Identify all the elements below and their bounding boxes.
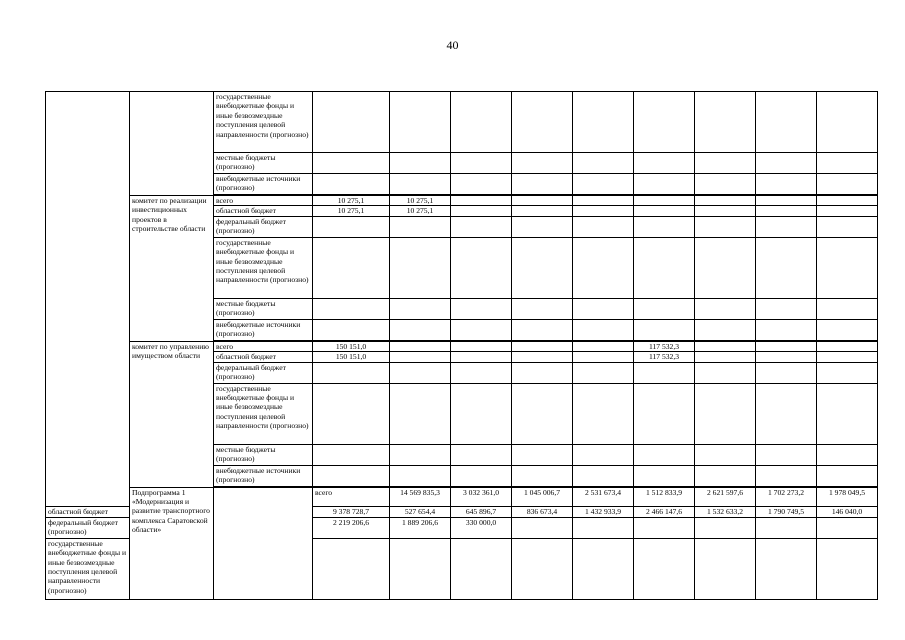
program-cell-continued bbox=[46, 92, 130, 507]
row-label-federal: федеральный бюджет (прогнозно) bbox=[214, 216, 313, 237]
row-label-offbudget: внебюджетные источники (прогнозно) bbox=[214, 465, 313, 486]
row-label-local: местные бюджеты (прогнозно) bbox=[214, 444, 313, 465]
value-cell: 1 702 273,2 bbox=[756, 487, 817, 507]
value-cell: 1 432 933,9 bbox=[573, 507, 634, 517]
value-cell: 1 045 006,7 bbox=[512, 487, 573, 507]
row-label-total: всего bbox=[214, 341, 313, 351]
value-cell: 836 673,4 bbox=[512, 507, 573, 517]
table-row bbox=[46, 341, 878, 351]
value-cell: 10 275,1 bbox=[390, 196, 451, 206]
row-label-federal: федеральный бюджет (прогнозно) bbox=[214, 362, 313, 383]
row-label-total: всего bbox=[214, 196, 313, 206]
value-cell: 146 040,0 bbox=[817, 507, 878, 517]
row-label-federal: федеральный бюджет (прогнозно) bbox=[46, 517, 130, 538]
value-cell: 527 654,4 bbox=[390, 507, 451, 517]
value-cell: 2 621 597,6 bbox=[695, 487, 756, 507]
value-cell: 117 532,3 bbox=[634, 352, 695, 362]
value-cell: 1 978 049,5 bbox=[817, 487, 878, 507]
value-cell: 9 378 728,7 bbox=[313, 507, 390, 517]
executor-construction-committee: комитет по реализации инвестиционных проектов в строительстве области bbox=[130, 196, 214, 342]
page-number: 40 bbox=[446, 38, 459, 52]
row-label-regional: областной бюджет bbox=[214, 352, 313, 362]
executor-cell-continued bbox=[130, 92, 214, 196]
row-label-regional: областной бюджет bbox=[214, 206, 313, 216]
value-cell: 1 889 206,6 bbox=[390, 517, 451, 538]
value-cell: 2 466 147,6 bbox=[634, 507, 695, 517]
executor-cell-empty bbox=[214, 487, 313, 599]
row-label-extrabudget-funds: государственные внебюджетные фонды и иные безвозмездные поступления целевой направленности (прогнозно) bbox=[214, 383, 313, 444]
value-cell: 14 569 835,3 bbox=[390, 487, 451, 507]
row-label-extrabudget-funds: государственные внебюджетные фонды и иные безвозмездные поступления целевой направленности (прогнозно) bbox=[46, 538, 130, 599]
value-cell: 2 219 206,6 bbox=[313, 517, 390, 538]
row-label-local: местные бюджеты (прогнозно) bbox=[214, 153, 313, 174]
executor-property-committee: комитет по управлению имуществом области bbox=[130, 341, 214, 487]
table-row bbox=[46, 92, 878, 153]
row-label-total: всего bbox=[313, 487, 390, 507]
value-cell: 10 275,1 bbox=[313, 206, 390, 216]
value-cell: 1 532 633,2 bbox=[695, 507, 756, 517]
row-label-extrabudget-funds: государственные внебюджетные фонды и иные безвозмездные поступления целевой направленности (прогнозно) bbox=[214, 92, 313, 153]
value-cell: 150 151,0 bbox=[313, 341, 390, 351]
value-cell: 2 531 673,4 bbox=[573, 487, 634, 507]
value-cell: 117 532,3 bbox=[634, 341, 695, 351]
value-cell: 10 275,1 bbox=[313, 196, 390, 206]
row-label-extrabudget-funds: государственные внебюджетные фонды и иные безвозмездные поступления целевой направленности (прогнозно) bbox=[214, 237, 313, 298]
value-cell: 645 896,7 bbox=[451, 507, 512, 517]
row-label-regional: областной бюджет bbox=[46, 507, 130, 517]
value-cell: 3 032 361,0 bbox=[451, 487, 512, 507]
row-label-offbudget: внебюджетные источники (прогнозно) bbox=[214, 319, 313, 340]
table-row bbox=[46, 487, 878, 507]
value-cell: 10 275,1 bbox=[390, 206, 451, 216]
value-cell: 1 790 749,5 bbox=[756, 507, 817, 517]
value-cell: 1 512 833,9 bbox=[634, 487, 695, 507]
value-cell: 150 151,0 bbox=[313, 352, 390, 362]
value-cell: 330 000,0 bbox=[451, 517, 512, 538]
row-label-offbudget: внебюджетные источники (прогнозно) bbox=[214, 174, 313, 195]
table-row bbox=[46, 196, 878, 206]
row-label-local: местные бюджеты (прогнозно) bbox=[214, 298, 313, 319]
subprogram-name: Подпрограмма 1 «Модернизация и развитие транспортного комплекса Саратовской области» bbox=[130, 487, 214, 599]
budget-table bbox=[45, 91, 878, 600]
